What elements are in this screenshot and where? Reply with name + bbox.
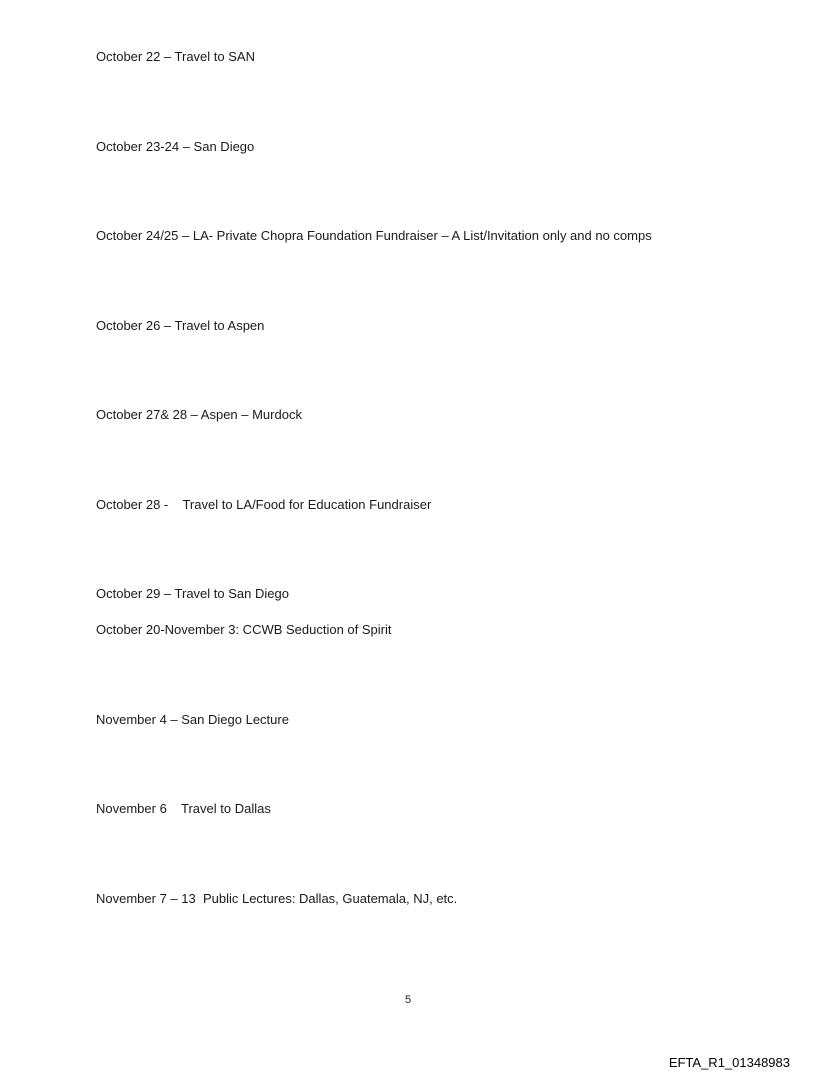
schedule-entry: October 28 - Travel to LA/Food for Education Fundraiser: [96, 497, 432, 512]
schedule-entry: November 7 – 13 Public Lectures: Dallas, Guatemala, NJ, etc.: [96, 891, 458, 906]
schedule-entry: October 27& 28 – Aspen – Murdock: [96, 407, 302, 422]
schedule-entry: November 6 Travel to Dallas: [96, 801, 271, 816]
schedule-entry: October 20-November 3: CCWB Seduction of Spirit: [96, 622, 392, 637]
schedule-entry: November 4 – San Diego Lecture: [96, 712, 289, 727]
schedule-entry: October 26 – Travel to Aspen: [96, 318, 265, 333]
schedule-entry: October 23-24 – San Diego: [96, 139, 255, 154]
page-number: 5: [404, 994, 412, 1006]
document-id: EFTA_R1_01348983: [668, 1055, 790, 1070]
schedule-entry: October 29 – Travel to San Diego: [96, 586, 289, 601]
schedule-entry: October 22 – Travel to SAN: [96, 49, 255, 64]
schedule-entry: October 24/25 – LA- Private Chopra Foundation Fundraiser – A List/Invitation only and no comps: [96, 228, 652, 243]
